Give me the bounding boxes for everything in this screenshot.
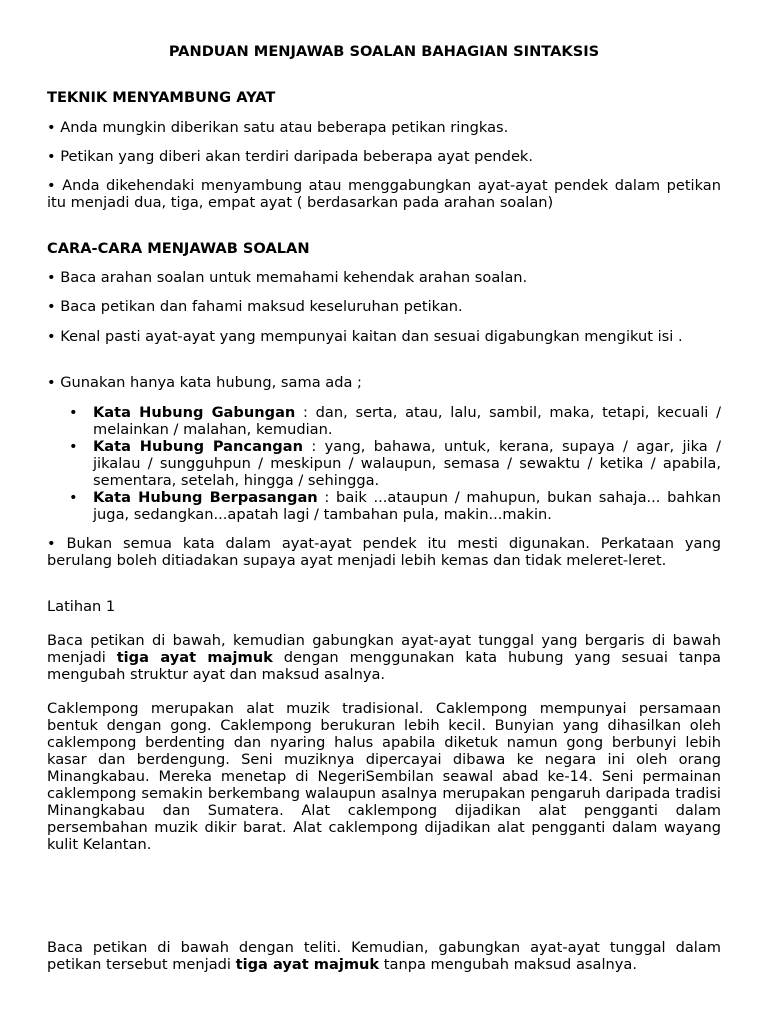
point-cara-1: • Baca arahan soalan untuk memahami kehendak arahan soalan. (47, 269, 528, 286)
latihan-passage: Caklempong merupakan alat muzik tradisional. Caklempong mempunyai persamaan bentuk dengan gong. Caklempong berukuran lebih kecil. Bunyian yang dihasilkan oleh caklempong berdenting dan nyaring halus apabila diketuk namun gong berbunyi lebih kasar dan berdengung. Seni muziknya dipercayai dibawa ke negara ini oleh orang Minangkabau. Mereka menetap di NegeriSembilan seawal abad ke-14. Seni permainan caklempong semakin berkembang walaupun asalnya merupakan pengaruh daripada tradisi Minangkabau dan Sumatera. Alat caklempong dijadikan alat pengganti dalam persembahan muzik dikir barat. Alat caklempong dijadikan alat pengganti dalam wayang kulit Kelantan. (47, 700, 721, 853)
point-teknik-1: • Anda mungkin diberikan satu atau beberapa petikan ringkas. (47, 119, 509, 136)
kata-hubung-list (47, 404, 721, 523)
point-cara-3: • Kenal pasti ayat-ayat yang mempunyai kaitan dan sesuai digabungkan mengikut isi . (47, 328, 683, 345)
list-item-gabungan (47, 404, 721, 438)
point-teknik-3: • Anda dikehendaki menyambung atau menggabungkan ayat-ayat pendek dalam petikan itu menjadi dua, tiga, empat ayat ( berdasarkan pada arahan soalan) (47, 177, 721, 211)
list-item-berpasangan (47, 489, 721, 523)
latihan-instruction: Baca petikan di bawah, kemudian gabungkan ayat-ayat tunggal yang bergaris di bawah menjadi tiga ayat majmuk dengan menggunakan kata hubung yang sesuai tanpa mengubah struktur ayat dan maksud asalnya. (47, 632, 721, 683)
bullet-icon: • (69, 404, 78, 421)
term-label: Kata Hubung Berpasangan (93, 489, 318, 506)
latihan-label: Latihan 1 (47, 598, 116, 615)
point-cara-5: • Bukan semua kata dalam ayat-ayat pendek itu mesti digunakan. Perkataan yang berulang boleh ditiadakan supaya ayat menjadi lebih kemas dan tidak meleret-leret. (47, 535, 721, 569)
page-title: PANDUAN MENJAWAB SOALAN BAHAGIAN SINTAKSIS (168, 43, 600, 60)
latihan2-instruction: Baca petikan di bawah dengan teliti. Kemudian, gabungkan ayat-ayat tunggal dalam petikan tersebut menjadi tiga ayat majmuk tanpa mengubah maksud asalnya. (47, 939, 721, 973)
section-heading-cara: CARA-CARA MENJAWAB SOALAN (47, 240, 310, 257)
term-text: : dan, serta, atau, lalu, sambil, maka, tetapi, kecuali / melainkan / malahan, kemudian. (93, 404, 721, 438)
bullet-icon: • (69, 438, 78, 455)
term-label: Kata Hubung Gabungan (93, 404, 296, 421)
point-cara-2: • Baca petikan dan fahami maksud keseluruhan petikan. (47, 298, 463, 315)
term-label: Kata Hubung Pancangan (93, 438, 303, 455)
term-text: : baik ...ataupun / mahupun, bukan sahaja... bahkan juga, sedangkan...apatah lagi / tambahan pula, makin...makin. (93, 489, 721, 523)
point-teknik-2: • Petikan yang diberi akan terdiri daripada beberapa ayat pendek. (47, 148, 534, 165)
section-heading-teknik: TEKNIK MENYAMBUNG AYAT (47, 89, 276, 106)
term-text: : yang, bahawa, untuk, kerana, supaya / agar, jika / jikalau / sungguhpun / meskipun / walaupun, semasa / sewaktu / ketika / apabila, sementara, setelah, hingga / sehingga. (93, 438, 721, 489)
bullet-icon: • (69, 489, 78, 506)
list-item-pancangan (47, 438, 721, 489)
point-cara-4: • Gunakan hanya kata hubung, sama ada ; (47, 374, 362, 391)
